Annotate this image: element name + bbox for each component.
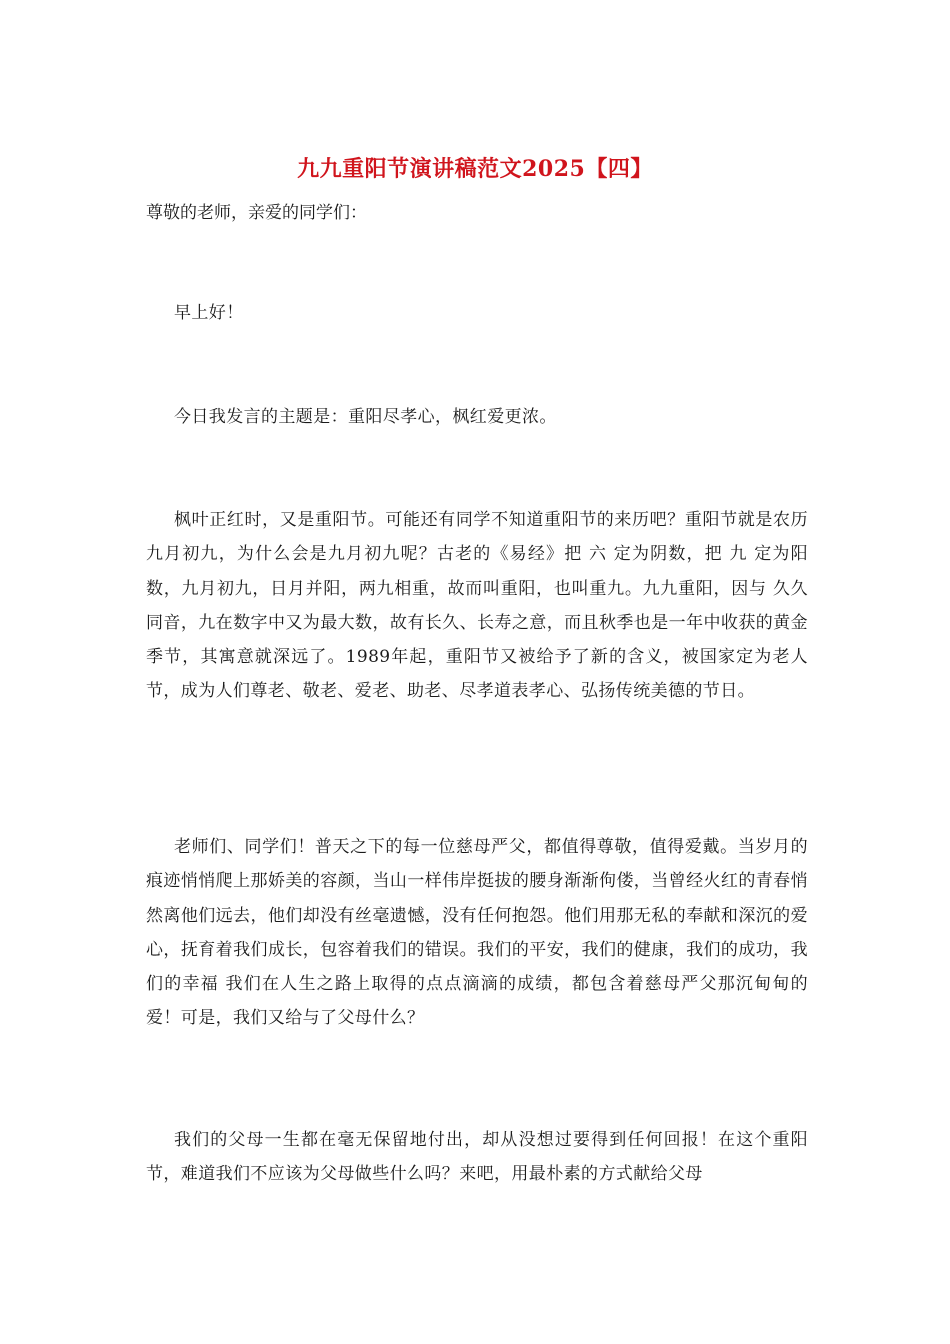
- paragraph-parents-love: 老师们、同学们！普天之下的每一位慈母严父，都值得尊敬，值得爱戴。当岁月的痕迹悄悄爬上那娇美的容颜，当山一样伟岸挺拔的腰身渐渐佝偻，当曾经火红的青春悄然离他们远去，他们却没有丝毫遗憾，没有任何抱怨。他们用那无私的奉献和深沉的爱心，抚育着我们成长，包容着我们的错误。我们的平安，我们的健康，我们的成功，我们的幸福 我们在人生之路上取得的点点滴滴的成绩，都包含着慈母严父那沉甸甸的爱！可是，我们又给与了父母什么？: [146, 837, 808, 1029]
- document-title: 九九重阳节演讲稿范文2025【四】: [297, 156, 653, 182]
- paragraph-origin: 枫叶正红时，又是重阳节。可能还有同学不知道重阳节的来历吧？重阳节就是农历九月初九，为什么会是九月初九呢？古老的《易经》把 六 定为阴数，把 九 定为阳数，九月初九，日月并阳，两九相重，故而叫重阳，也叫重九。九九重阳，因与 久久 同音，九在数字中又为最大数，故有长久、长寿之意，而且秋季也是一年中收获的黄金季节，其寓意就深远了。1989年起，重阳节又被给予了新的含义，被国家定为老人节，成为人们尊老、敬老、爱老、助老、尽孝道表孝心、弘扬传统美德的节日。: [146, 510, 808, 702]
- salutation: 尊敬的老师，亲爱的同学们：: [146, 203, 367, 223]
- paragraph-theme: 今日我发言的主题是：重阳尽孝心，枫红爱更浓。: [174, 407, 557, 427]
- paragraph-call-to-action: 我们的父母一生都在毫无保留地付出，却从没想过要得到任何回报！在这个重阳节，难道我们不应该为父母做些什么吗？来吧，用最朴素的方式献给父母: [146, 1130, 808, 1185]
- paragraph-greeting: 早上好！: [174, 303, 244, 323]
